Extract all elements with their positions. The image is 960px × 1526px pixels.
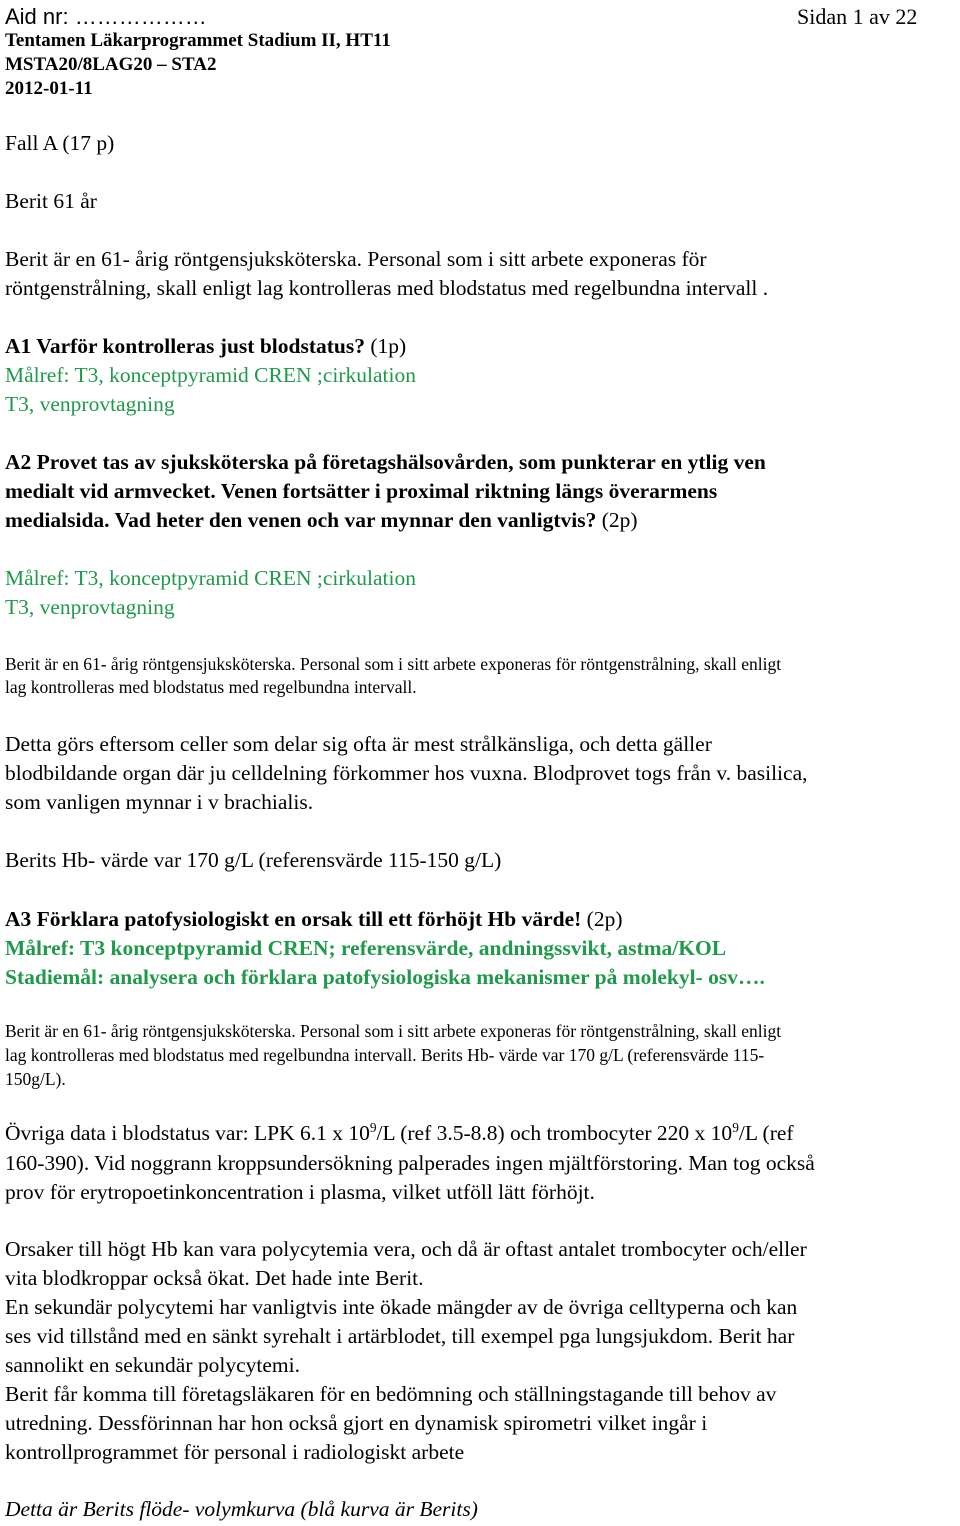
question-a2-line-3 <box>5 508 638 533</box>
referral-line-1: Berit får komma till företagsläkaren för en bedömning och ställningstagande till behov av <box>5 1382 777 1406</box>
question-a1 <box>5 334 406 359</box>
a2-malref-line-1: Målref: T3, konceptpyramid CREN ;cirkulation <box>5 566 416 590</box>
causes-line-1: Orsaker till högt Hb kan vara polycytemia vera, och då är oftast antalet trombocyter och/eller <box>5 1237 807 1261</box>
patient-heading: Berit 61 år <box>5 189 97 213</box>
question-a1-text: A1 Varför kontrolleras just blodstatus? <box>5 334 365 358</box>
a1-malref-line-2: T3, venprovtagning <box>5 392 175 416</box>
case-title: Fall A (17 p) <box>5 131 115 155</box>
aid-number-label: Aid nr: ……………… <box>5 4 207 29</box>
a2-answer-line-1: Detta görs eftersom celler som delar sig ofta är mest strålkänsliga, och detta gäller <box>5 732 712 756</box>
a2-context-line-1: Berit är en 61- årig röntgensjuksköterska. Personal som i sitt arbete exponeras för röntgenstrålning, skall enligt <box>5 654 782 674</box>
exam-date: 2012-01-11 <box>5 78 93 99</box>
hb-value-line: Berits Hb- värde var 170 g/L (referensvärde 115-150 g/L) <box>5 848 502 872</box>
question-a3-points: (2p) <box>581 907 623 931</box>
a3-stadiemal: Stadiemål: analysera och förklara patofysiologiska mekanismer på molekyl- osv…. <box>5 965 765 989</box>
causes-line-2: vita blodkroppar också ökat. Det hade inte Berit. <box>5 1266 424 1290</box>
secondary-line-2: ses vid tillstånd med en sänkt syrehalt i artärblodet, till exempel pga lungsjukdom. Berit har <box>5 1324 795 1348</box>
a2-answer-line-3: som vanligen mynnar i v brachialis. <box>5 790 314 814</box>
blood-data-line-1 <box>5 1121 794 1146</box>
blood-data-part-c: /L (ref <box>738 1121 794 1145</box>
flow-volume-caption: Detta är Berits flöde- volymkurva (blå kurva är Berits) <box>5 1497 478 1521</box>
referral-line-2: utredning. Dessförinnan har hon också gjort en dynamisk spirometri vilket ingår i <box>5 1411 708 1435</box>
blood-data-line-2: 160-390). Vid noggrann kroppsundersökning palperades ingen mjältförstoring. Man tog också <box>5 1151 815 1175</box>
exponent-lpk: 9 <box>369 1119 377 1135</box>
page-counter: Sidan 1 av 22 <box>797 4 918 29</box>
a3-malref: Målref: T3 konceptpyramid CREN; referensvärde, andningssvikt, astma/KOL <box>5 936 727 960</box>
case-intro-line-2: röntgenstrålning, skall enligt lag kontrolleras med blodstatus med regelbundna intervall . <box>5 276 769 300</box>
a1-malref-line-1: Målref: T3, konceptpyramid CREN ;cirkulation <box>5 363 416 387</box>
a3-context-line-1: Berit är en 61- årig röntgensjuksköterska. Personal som i sitt arbete exponeras för röntgenstrålning, skall enligt <box>5 1021 782 1041</box>
exam-title: Tentamen Läkarprogrammet Stadium II, HT11 <box>5 30 391 51</box>
question-a2-line-1: A2 Provet tas av sjuksköterska på företagshälsovården, som punkterar en ytlig ven <box>5 450 766 474</box>
blood-data-part-b: /L (ref 3.5-8.8) och trombocyter 220 x 10 <box>376 1121 733 1145</box>
blood-data-part-a: Övriga data i blodstatus var: LPK 6.1 x 10 <box>5 1121 370 1145</box>
a3-context-line-3: 150g/L). <box>5 1069 66 1089</box>
a2-context-line-2: lag kontrolleras med blodstatus med regelbundna intervall. <box>5 677 417 697</box>
referral-line-3: kontrollprogrammet för personal i radiologiskt arbete <box>5 1440 465 1464</box>
question-a2-line-2: medialt vid armvecket. Venen fortsätter i proximal riktning längs överarmens <box>5 479 718 503</box>
course-code: MSTA20/8LAG20 – STA2 <box>5 54 217 75</box>
a2-answer-line-2: blodbildande organ där ju celldelning förkommer hos vuxna. Blodprovet togs från v. basilica, <box>5 761 808 785</box>
question-a3 <box>5 907 622 932</box>
a3-context-line-2: lag kontrolleras med blodstatus med regelbundna intervall. Berits Hb- värde var 170 g/L (referensvärde 115- <box>5 1045 765 1065</box>
exponent-trombocyter: 9 <box>732 1119 739 1135</box>
question-a2-line-3-text: medialsida. Vad heter den venen och var mynnar den vanligtvis? <box>5 508 597 532</box>
secondary-line-3: sannolikt en sekundär polycytemi. <box>5 1353 300 1377</box>
blood-data-line-3: prov för erytropoetinkoncentration i plasma, vilket utföll lätt förhöjt. <box>5 1180 595 1204</box>
question-a3-text: A3 Förklara patofysiologiskt en orsak till ett förhöjt Hb värde! <box>5 907 582 931</box>
question-a2-points: (2p) <box>596 508 638 532</box>
a2-malref-line-2: T3, venprovtagning <box>5 595 175 619</box>
case-intro-line-1: Berit är en 61- årig röntgensjuksköterska. Personal som i sitt arbete exponeras för <box>5 247 707 271</box>
question-a1-points: (1p) <box>364 334 407 358</box>
secondary-line-1: En sekundär polycytemi har vanligtvis inte ökade mängder av de övriga celltyperna och kan <box>5 1295 798 1319</box>
